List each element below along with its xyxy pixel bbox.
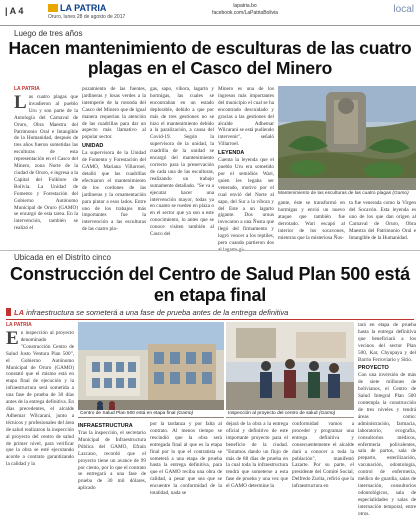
section-divider (0, 250, 420, 251)
flag-icon (48, 4, 58, 12)
dropcap: E (6, 328, 19, 349)
deck-lead: LA (14, 308, 24, 317)
story2-headline[interactable]: Construcción del Centro de Salud Plan 500 está en etapa final (10, 264, 410, 305)
photo-credit: (Gamo) (318, 411, 336, 416)
section-label: local (393, 4, 414, 15)
health-center-photo[interactable] (78, 322, 224, 418)
story2-column: En inspección al proyecto denominado "Construcción Centro de Salud Justo Ventura Plan 500", el Gobierno Autónomo Municipal de Oruro (GAMO) constató que el mismo está en etapa final de ejecución y la infraestructura será sometida a una fase de prueba de 30 días antes de la entrega definitiva. En días precedentes, el alcalde Adhemar Wilcarani, junto a técnicos y profesionales del área de salud realizaron la inspección al proyecto del centro de salud de primer nivel, para verificar que la obra se esté ejecutando acorde a contrato garantizando la calidad y la (6, 328, 74, 468)
story1-headline[interactable]: Hacen mantenimiento de esculturas de las cuatro plagas en el Casco del Minero (8, 38, 412, 78)
story1-column: pozamiento de las fuentes, jardineras y losas verdes a la intemperie de la rotonda del Casco del Minero que de igual manera requerían la atención de las cuadrillas para dar un aspecto más llamativo al popular sector. UNIDAD La supervisora de la Unidad de Fomento y Forestación del GAMO, Mariana Villarroel, detalló que las cuadrillas efectuaron el mantenimiento de los cordones de las jardineras y la ornamentación para pintar a esos lados. Entre uno de los trabajos más importantes fue la intervención a las esculturas de las cuatro pla- (82, 86, 146, 233)
web-links (200, 3, 290, 17)
story2-column: por la tardanza y por falta al contrato. Al menos tiempo se rescindió que la obra será entregada final al que es la etapa final por lo que el contratista se someterá a una etapa de prueba hasta la entrega definitiva, para que el GAMO reciba una obra de calidad, a pesar que sea que se encuentre la conformidad de la totalidad, nada se (150, 421, 222, 497)
photo-caption: Mantenimiento de las esculturas de las cuatro plagas (Gamo) (278, 191, 409, 196)
subhead: UNIDAD (82, 143, 104, 150)
story1-column: Las cuatro plagas que invadieron al pueblo Uru y son parte de la Antología del Carnaval de Oruro, Obra Maestra del Patrimonio Oral e Intangible de la Humanidad, después de tres años fueron sometidas las esculturas de esta representación en el Casco del Minero, zona Norte de la ciudad de Oruro, e ingresa a la Capital del Folklore de Bolivia. La Unidad de Fomento y Forestación del Gobierno Autónomo Municipal de Oruro (GAMO) se encargó de esta tarea. En la intervención, también se realizó el (14, 92, 78, 232)
sculpture-image (278, 86, 416, 190)
web-link[interactable]: facebook.com/LaPatriaBolivia (212, 10, 278, 16)
subhead: LEYENDA (218, 150, 245, 157)
story1-column: Minero es una de los ingresos más importantes del municipio el cual se ha encontrado descuidado y gracias a las gestiones del alcalde Adhemar Wilcarani se está pudiendo intervenir", señaló Villarroel. LEYENDA Cuenta la leyenda que el pueblo Uru era sometido por el semidiós Wari, quien les legaba ser venerado, motivo por el cual envió del Norte al sapo, del Sur a la víbora y del Este a un lagarto gigante. Dos uruus invocaron a una Ñusta que llegó del firmamento y logró vencer a los reptiles, pero cuando partieron dos (218, 86, 274, 247)
deck-marker (6, 308, 11, 316)
brand-name: LA PATRIA (60, 3, 107, 13)
story2-column: dejará de la obra a la entrega oficial y definitivo de este importante proyecto para el beneficio de la ciudad. "Estamos dando un flujo de más de 88 días de prueba en la cual toda la infraestructura tendrá que someterse a esta fase de prueba y una vez que el GAMO determine la (226, 421, 288, 490)
story1-column: ta fue venerada como la Virgen del Socavón. Esta leyenda es uno de los que dan origen al Carnaval de Oruro, Obra Maestra del Patrimonio Oral e Intangible de la Humanidad. (349, 200, 416, 241)
story2-source: LA PATRIA (6, 322, 32, 328)
photo-caption: Inspección al proyecto del centro de salud (Gamo) (226, 410, 354, 417)
story2-column: tará en etapa de prueba hasta la entrega definitiva que beneficiará a los vecinos del sector Plan 500, Kar, Chyupaya y del Barrio Ferroviario y Sitio. PROYECTO Con una inversión de más de siete millones de bolivianos, el Centro de Salud Integral Plan 500 contempla la construcción de tres niveles y tendrá áreas como: administración, farmacia, laboratorio, ecografía, consultorios médicos, enfermería polivalentes, sala de partos, sala de preparto, esterilización, vacunación, odontología, control de enfermería, médico de guardia, salas de internación, consultorios odontológicos, sala de especialidades y salas de internación temporal, entre otros. (358, 322, 416, 517)
deck-rule (6, 319, 414, 320)
story2-deck: LA infraestructura se someterá a una fase de prueba antes de la entrega definitiva (6, 308, 418, 317)
dateline: Oruro, lunes 28 de agosto de 2017 (48, 14, 126, 20)
dropcap: L (14, 92, 27, 113)
subhead: INFRAESTRUCTURA (78, 423, 133, 429)
story2-kicker: Ubicada en el Distrito cinco (14, 253, 111, 262)
photo-credit: (Gamo) (176, 411, 194, 416)
page-header (0, 0, 420, 26)
health-center-image (78, 322, 224, 418)
page-number: | A 4 (5, 6, 24, 16)
story1-kicker: Luego de tres años (14, 29, 83, 38)
subhead: PROYECTO (358, 365, 389, 372)
photo-caption: Centro de Salud Plan 500 está en etapa final (Gamo) (78, 410, 224, 417)
web-link[interactable]: lapatria.bo (233, 3, 257, 9)
story1-column: gante, éste se transformó en hormigas y envió un nuevo ataque que también fue derrotado. Wari escapó al interior de los socavones, mientras que la misteriosa Ñus- (278, 200, 345, 241)
story2-column: INFRAESTRUCTURA Tras la inspección, el secretario Municipal de Infraestructura Pública del GAMO, Efraín Lazcano, recordó que el proyecto tiene un avance de 99 por ciento, por lo que el contrato se entregará a una fase de prueba de 30 mil dólares, aplicado (78, 423, 146, 492)
story1-source: LA PATRIA (14, 86, 40, 92)
inspection-image (226, 322, 354, 418)
story1-column: gas, sapo, víbora, lagarto y hormigas, las cuales se encontraban en un estado deplorable, debido a que por más de tres gestiones no se hizo el mantenimiento debido a la paralización, a causa del Covid-19. Según la supervisora de la unidad, la cuadrilla de la unidad se encargó del mantenimiento correcto para la preservación de cada una de las esculturas, realizando un trabajo sumamente detallado. "Se va a ejecutar hacer una intervención mayor, todas ya en cuanto se rueden en plaza o en el sector que ya son a este conocimiento, lo antes que se conoce visiten también al Casco del (150, 86, 214, 238)
inspection-photo[interactable] (226, 322, 354, 418)
brand-logo[interactable] (48, 3, 106, 13)
photo-credit: (Gamo) (392, 191, 409, 196)
story2-column: conformidad vamos a proceder y programar una entrega definitiva y consecuentemente el alcalde dará a conocer a toda la población", manifestó Lazarte. Por su parte, el presidente del Comité Social, Delfredo Zurita, refirió que la infraestructura en (292, 421, 354, 490)
sculpture-photo[interactable] (278, 86, 416, 190)
